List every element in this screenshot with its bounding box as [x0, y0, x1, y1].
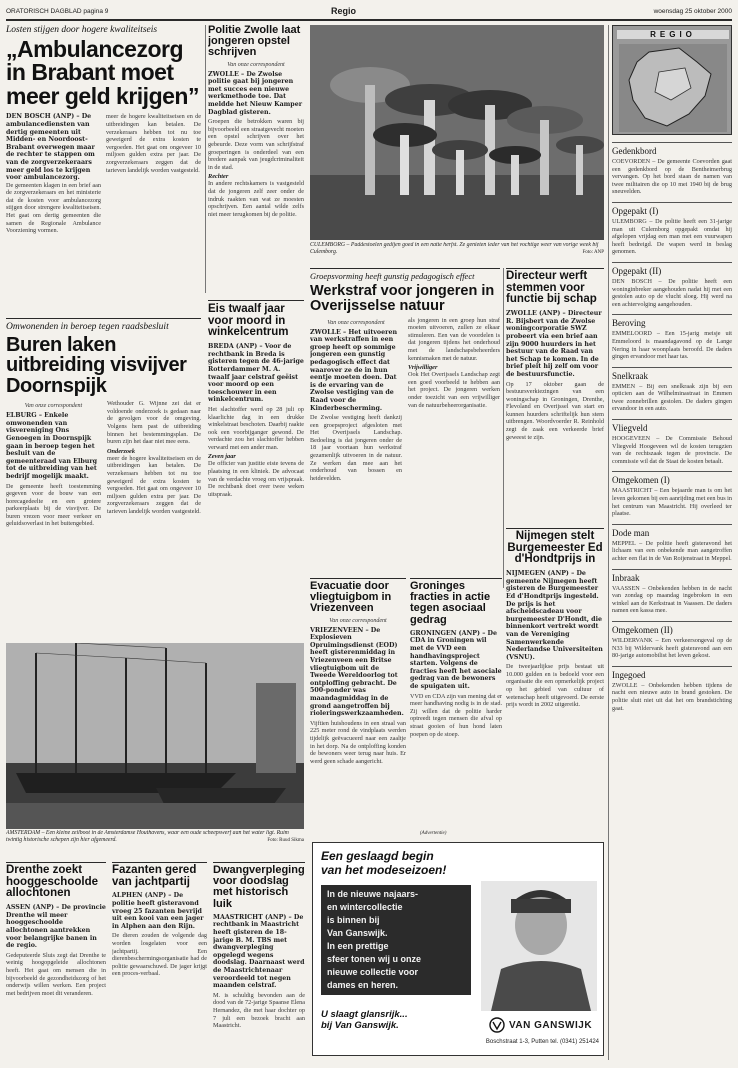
ad-body-line: sfeer tonen wij u onze [327, 954, 422, 964]
regio-map-icon [619, 44, 727, 132]
article-body: De officier van justitie eiste tevens de plaatsing in een kliniek. De advocaat van de verdachte vroeg om vrijspraak. De rechtbank doet over twee weken uitspraak. [208, 460, 304, 498]
article-body: Het slachtoffer werd op 28 juli op klaarlichte dag in een drukke winkelstraat beschoten. Daarbij raakte ook een voorbijganger gewond. De verdachte zou het slachtoffer hebben verward met een ander man. [208, 405, 304, 451]
ad-body-line: In een prettige [327, 941, 389, 951]
article-nijmegen [506, 528, 604, 828]
column-divider [503, 268, 504, 588]
article-visvijver [6, 318, 201, 638]
article-kicker: Groepsvorming heeft gunstig pedagogisch effect [310, 271, 475, 281]
article-ambulancezorg [6, 25, 201, 315]
ad-headline [321, 849, 446, 877]
masthead-left: ORATORISCH DAGBLAD pagina 9 [6, 8, 109, 15]
advertisement-van-ganswijk [312, 842, 604, 1056]
section-title: Regio [331, 6, 357, 16]
regio-banner [612, 25, 732, 135]
article-body: Wethouder G. Wijnne zei dat er voldoende onderzoek is gedaan naar de gevolgen voor de omgeving. Volgens hem past de uitbreiding binnen het bestemmingsplan. De buren zijn het daar niet mee eens. [107, 400, 201, 446]
harbour-photo-image [6, 643, 304, 829]
article-headline: Buren laken uitbreiding visvijver Doornspijk [6, 334, 187, 397]
ad-body-line: en wintercollectie [327, 902, 403, 912]
brief-text: EMMELOORD – Een 15-jarig meisje uit Emmeloord is maandagavond op de Lange Nering in haar woonplaats beroofd. De daders gingen ervandoor met haar tas. [612, 330, 732, 361]
ad-body-line: is binnen bij [327, 915, 380, 925]
article-subheading: Onderzoek [107, 447, 135, 455]
article-lead: ZWOLLE – De Zwolse politie gaat bij jongeren met succes een nieuwe werkmethode toe. Dat meldde het Nieuw Kamper Dagblad gisteren. [208, 70, 303, 116]
article-byline: Van onze correspondent [327, 319, 385, 326]
article-byline: Van onze correspondent [329, 617, 387, 624]
ad-slogan [321, 1009, 408, 1031]
section-rule [213, 862, 305, 863]
brief-text: ZWOLLE – Onbekenden hebben tijdens de nacht een nieuwe auto in brand gestoken. De politie sluit niet uit dat het om brandstichting gaat. [612, 681, 732, 712]
article-body: Op 17 oktober gaan de bestuursverkiezingen van een woningschap in Groningen, Drenthe, Flevoland en Overijssel van start en kunnen huurders schriftelijk hun stem uitbrengen. Woordvoerder R. Reinhold zegt de zaak een verkeerde brief geweest te zijn. [506, 380, 604, 441]
advertisement-note: (Advertentie) [420, 831, 447, 836]
van-ganswijk-logo-icon [489, 1017, 505, 1033]
column-divider [608, 25, 609, 1060]
brief-text: VAASSEN – Onbekenden hebben in de nacht van zondag op maandag ingebroken in een winkel aan de Kerkstraat in Vaassen. De daders namen een kassa mee. [612, 584, 732, 615]
article-kicker: Omwonenden in beroep tegen raadsbesluit [6, 322, 169, 332]
regio-label: REGIO [617, 30, 729, 39]
article-headline: Werkstraf voor jongeren in Overijsselse natuur [310, 283, 495, 314]
article-byline: Van onze correspondent [24, 403, 83, 410]
article-lead: ASSEN (ANP) – De provincie Drenthe wil meer hooggeschoolde allochtonen aantrekken voor belangrijke banen in de regio. [6, 904, 106, 950]
brief-title: Beroving [612, 314, 732, 328]
brief-text: MAASTRICHT – Een bejaarde man is om het leven gekomen bij een aanrijding met een bus in het centrum van Maastricht. Hij overleed ter plaatse. [612, 487, 732, 518]
brief-text: COEVORDEN – De gemeente Coevorden gaat een gedenkbord op de Bentheimerbrug vervangen. Op het bord staan de namen van twee militairen die op 10 mei 1940 bij de brug sneuvelden. [612, 158, 732, 196]
article-headline: Evacuatie door vliegtuigbom in Vriezenveen [310, 580, 392, 615]
article-lead: ZWOLLE (ANP) – Directeur R. Bijsbert van de Zwolse woningcorporatie SWZ probeert via een brief aan zijn 9000 huurders in het bestuur van de Raad van het Schap te komen. In de brief pleit hij zelf om voor de bestuursfunctie. [506, 310, 602, 378]
article-subheading: Vrijwilliger [408, 364, 438, 372]
photo-credit: Foto: ANP [582, 250, 604, 255]
section-rule [310, 578, 406, 579]
brief-text: WILDERVANK – Een verkeersongeval op de N33 bij Wildervank heeft gisteravond aan een 80-jarige automobilist het leven gekost. [612, 636, 732, 660]
brief-text: MEPPEL – De politie heeft gisteravond het lichaam van een onbekende man aangetroffen achter een flat in de Van Roijenstraat in Meppel. [612, 539, 732, 562]
ad-body-line: nieuwe collectie voor [327, 967, 419, 977]
ad-body-line: Van Ganswijk. [327, 928, 388, 938]
brief-title: Gedenkbord [612, 142, 732, 156]
masthead [6, 6, 732, 18]
section-rule [208, 300, 304, 301]
article-lead: MAASTRICHT (ANP) – De rechtbank in Maastricht heeft gisteren de 18-jarige B. M. TBS met dwangverpleging opgelegd wegens doodslag. Daarnaast werd de Maastrichtenaar veroordeeld tot negen maanden celstraf. [213, 913, 305, 990]
brief-title: Opgepakt (I) [612, 202, 732, 216]
brief-title: Omgekomen (I) [612, 471, 732, 485]
article-body: De Zwolse vestiging heeft dankzij een groepsproject afgesloten met Het Overijssels Landschap. Bedoeling is dat jongeren onder de 18 jaar voortaan hun werkstraf gezamenlijk uitvoeren in de natuur. Ze werken dan mee aan het onderhoud van bossen en heidevelden. [310, 414, 402, 482]
article-subheading: Zeven jaar [208, 453, 236, 461]
photo-credit: Foto: Ruud Sikma [267, 838, 304, 843]
brief-item [612, 419, 732, 465]
article-headline: Dwangverpleging voor doodslag met historisch luik [213, 864, 305, 910]
ad-headline-line: van het modeseizoen! [321, 863, 447, 877]
article-headline: Politie Zwolle laat jongeren opstel schrijven [208, 25, 301, 59]
article-subheading: Rechter [208, 173, 229, 181]
section-rule [6, 862, 106, 863]
article-body: Groepen die betrokken waren bij bijvoorbeeld een straatgevecht moeten een opstel schrijven over het gebeurde. Deze vorm van schrijfstraf groeperingen is onderdeel van een bredere aanpak van jeugdcriminaliteit in de stad. [208, 118, 304, 171]
brief-item [612, 202, 732, 256]
ad-address: Boschstraat 1-3, Putten tel. (0341) 251424 [485, 1039, 599, 1045]
sidebar-briefs [612, 136, 732, 1056]
brief-item [612, 142, 732, 196]
article-lead: NIJMEGEN (ANP) – De gemeente Nijmegen heeft gisteren de Burgemeester Ed d'Hondtprijs ingesteld. De prijs is het afscheidscadeau voor burgemeester D'Hondt, die binnenkort vertrekt wordt van de Vereniging Samenwerkende Nederlandse Universiteiten (VSNU). [506, 570, 603, 661]
article-headline: Nijmegen stelt Burgemeester Ed d'Hondtprijs in [507, 530, 603, 566]
article-vliegtuigbom [310, 578, 406, 828]
masthead-rule [6, 19, 732, 21]
article-lead: DEN BOSCH (ANP) – De ambulancediensten van dertig gemeenten uit Midden- en Noordoost-Brabant overwegen maar de rechter te stappen om van de zorgverzekeraars meer geld los te krijgen voor ambulancezorg. [6, 113, 95, 182]
photo-mushrooms [310, 25, 604, 240]
section-rule [6, 318, 201, 319]
brief-item [612, 367, 732, 413]
mushroom-photo-image [310, 25, 604, 240]
article-groningen [410, 578, 502, 828]
article-moord-winkelcentrum [208, 300, 304, 640]
ad-model-photo [481, 881, 597, 1011]
article-body: Vijftien huishoudens in een straal van 225 meter rond de vindplaats werden tijdelijk geëvacueerd naar een zaaltje in het dorp. Na de ontploffing konden de bewoners weer terug naar huis. Er werd geen schade aangericht. [310, 719, 406, 765]
article-body: De gemeente heeft toestemming gegeven voor de bouw van een horecagedeelte en een grotere parkeerplaats bij de visvijver. De buren vrezen voor meer verkeer en geluidsoverlast in het buitengebied. [6, 482, 101, 528]
section-rule [410, 578, 502, 579]
article-byline: Van onze correspondent [227, 61, 285, 68]
article-body: M. is schuldig bevonden aan de dood van de 72-jarige Spaanse Elena Hernandez, die met haar dochter op 7 juli een bezoek bracht aan Maastricht. [213, 991, 305, 1030]
ad-logo [489, 1015, 597, 1035]
brief-text: ULEMBORG – De politie heeft een 31-jarige man uit Culemborg opgepakt omdat hij afgelopen vrijdag een man met een vuurwapen heeft bedreigd. De wapen werd in beslag genomen. [612, 217, 732, 256]
section-rule [112, 862, 207, 863]
photo-harbour [6, 643, 304, 829]
brief-title: Opgepakt (II) [612, 262, 732, 276]
article-headline: Drenthe zoekt hooggeschoolde allochtonen [6, 864, 98, 900]
brief-title: Snelkraak [612, 367, 732, 381]
section-rule [506, 528, 604, 529]
article-politie-zwolle [208, 25, 304, 295]
article-kicker: Losten stijgen door hogere kwaliteitseis [6, 25, 158, 35]
article-lead: GRONINGEN (ANP) – De CDA in Groningen wil met de VVD een handhavingsproject starten. Volgens de fracties heeft het asociale gedrag van de bewoners de spuigaten uit. [410, 629, 502, 691]
section-rule [310, 268, 500, 269]
article-lead: ELBURG – Enkele omwonenden van visvereniging Ons Genoegen in Doornspijk gaan in beroep tegen het besluit van de gemeenteraad van Elburg tot de uitbreiding van het bedrijf mogelijk maakt. [6, 412, 98, 480]
ad-headline-line: Een geslaagd begin [321, 849, 434, 863]
photo-caption [310, 242, 604, 262]
article-werkstraf [310, 268, 500, 568]
brief-text: EMMEN – Bij een snelkraak zijn bij een opticien aan de Wilhelminastraat in Emmen twee zonnebrillen gestolen. De daders gingen ervandoor in een auto. [612, 382, 732, 413]
ad-body-line: In de nieuwe najaars- [327, 889, 419, 899]
article-dwangverpleging [213, 862, 305, 1058]
article-headline: „Ambulancezorg in Brabant moet meer geld krijgen” [6, 36, 199, 109]
brief-item [612, 314, 732, 360]
brief-text: HOOGEVEEN – De Commissie Behoud Vliegveld Hoogeveen wil de kosten terugzien van de rechtszaak tegen de provincie. De commissie wil dat de Staat de kosten betaalt. [612, 435, 732, 465]
article-body: Gedeputeerde Sluis zegt dat Drenthe te weinig hoogopgeleide allochtonen heeft. Het gaat om mensen die in bijvoorbeeld de gezondheidszorg of het onderwijs willen werken. Een project met bedrijven moet dit veranderen. [6, 951, 106, 997]
article-headline: Fazanten gered van jachtpartij [112, 864, 197, 888]
brief-item [612, 524, 732, 563]
article-body: De gemeenten klagen in een brief aan de zorgverzekeraars en het ministerie dat de kosten voor ambulancezorg stijgen door strengere kwaliteitseisen. Het gaat om dertig gemeenten die samen de Regionale Ambulance Voorziening vormen. [6, 181, 101, 235]
brief-title: Inbraak [612, 569, 732, 583]
article-headline: Groninges fracties in actie tegen asociaal gedrag [410, 580, 491, 626]
article-fazanten [112, 862, 207, 1058]
caption-text: AMSTERDAM – Een kleine zeilboot in de Amsterdamse Houthavens, waar een oude scheepswerf aan het water ligt. Ruim twintig historische schepen zijn hier afgemeerd. [6, 830, 289, 843]
article-directeur [506, 268, 604, 523]
article-headline: Directeur werft stemmen voor functie bij schap [506, 270, 597, 306]
brief-item [612, 569, 732, 615]
ad-logo-text: VAN GANSWIJK [509, 1019, 593, 1031]
article-body: meer de hogere kwaliteitseisen en de uitbreidingen kan betalen. De verzekeraars hebben tot nu toe geweigerd de extra kosten te vergoeden. Het gaat om ongeveer 10 miljoen gulden extra per jaar. De zorgverzekeraars zeggen dat de tarieven landelijk worden vastgesteld. [107, 454, 201, 515]
article-drenthe [6, 862, 106, 1058]
photo-caption [6, 830, 304, 858]
ad-slogan-line: bij Van Ganswijk. [321, 1020, 399, 1031]
brief-item [612, 666, 732, 712]
section-rule [506, 268, 604, 269]
brief-item [612, 262, 732, 308]
article-lead: ZWOLLE – Het uitvoeren van werkstraffen in een groep heeft op sommige jongeren een gunstig pedagogisch effect dat waarover ze de in hun eentje moeten doen. Dat is de ervaring van de Zwolse vestiging van de Raad voor de Kinderbescherming. [310, 328, 398, 412]
brief-item [612, 471, 732, 517]
article-lead: BREDA (ANP) – Voor de rechtbank in Breda is gisteren tegen de 46-jarige Rotterdammer M. A. twaalf jaar celstraf geëist voor moord op een toeschouwer in een winkelcentrum. [208, 343, 304, 404]
page-date: woensdag 25 oktober 2000 [653, 8, 732, 15]
article-body: meer de hogere kwaliteitseisen en de uitbreidingen kan betalen. De verzekeraars hebben tot nu toe geweigerd de extra kosten te vergoeden. Het gaat om ongeveer 10 miljoen gulden extra per jaar. De zorgverzekeraars zeggen dat de tarieven landelijk worden vastgesteld. [106, 113, 201, 174]
ad-body-line: dames en heren. [327, 980, 399, 990]
article-lead: VRIEZENVEEN – De Explosieven Opruimingsdienst (EOD) heeft gisterenmiddag in Vriezenveen een Britse vliegtuigbom uit de Tweede Wereldoorlog tot ontploffing gebracht. De 500-ponder was maandagmiddag in de grond aangetroffen bij rioleringswerkzaamheden. [310, 626, 404, 718]
brief-title: Vliegveld [612, 419, 732, 433]
article-body: VVD en CDA zijn van mening dat er meer handhaving nodig is in de stad. Zij willen dat de politie harder optreedt tegen mensen die afval op straat gooien of hun hond laten poepen op de stoep. [410, 692, 502, 738]
caption-text: CULEMBORG – Paddestoelen gedijen goed in een natte herfst. Ze genieten ieder van het vochtige weer van vorige week bij Culemborg. [310, 242, 599, 255]
brief-title: Ingegoed [612, 666, 732, 680]
article-body: De tweejaarlijkse prijs bestaat uit 10.000 gulden en is bedoeld voor een organisatie die een opmerkelijk project op het gebied van cultuur of wetenschap heeft uitgevoerd. De eerste prijs wordt in 2002 uitgereikt. [506, 663, 604, 709]
article-lead: ALPHEN (ANP) – De politie heeft gisteravond vroeg 25 fazanten bevrijd uit een kooi van een jager in Alphen aan den Rijn. [112, 892, 204, 930]
article-body: als jongeren in een groep hun straf moeten uitvoeren, zullen ze elkaar stimuleren. Een van de voordelen is dat jongeren tijdens het onderhoud met de landschapsbeheerders kennismaken met de natuur. [408, 316, 500, 362]
article-headline: Eis twaalf jaar voor moord in winkelcentrum [208, 303, 289, 339]
ad-slogan-line: U slaagt glansrijk... [321, 1009, 408, 1020]
article-body: De dieren zouden de volgende dag worden losgelaten voor een jachtpartij. Een dierenbeschermingsorganisatie had de politie gewaarschuwd. De jager krijgt een proces-verbaal. [112, 932, 207, 978]
brief-title: Dode man [612, 524, 732, 538]
article-body: In andere rechtskamers is vastgesteld dat de jongeren zelf zeer onder de indruk raakten van wat ze moesten opschrijven. Een aantal wilde zelfs niet meer terugkomen bij de politie. [208, 180, 304, 218]
brief-title: Omgekomen (II) [612, 621, 732, 635]
brief-text: DEN BOSCH – De politie heeft een woninginbreker aangehouden nadat hij met een gestolen auto op de vlucht sloeg. Hij werd na een achtervolging aangehouden. [612, 277, 732, 308]
article-body: Ook Het Overijssels Landschap zegt een goed voorbeeld te hebben aan het project. De jongeren werken onder toezicht van een vrijwilliger van de natuurbeheerorganisatie. [408, 371, 500, 409]
column-divider [205, 25, 206, 293]
ad-body [321, 885, 471, 995]
brief-item [612, 621, 732, 660]
